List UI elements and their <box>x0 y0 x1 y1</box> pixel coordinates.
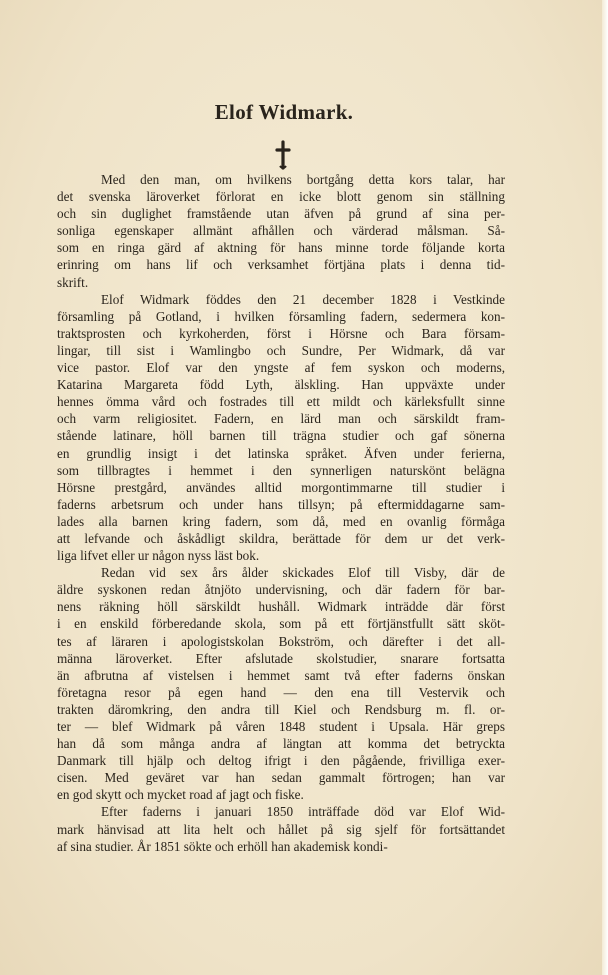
text-line: äldre syskonen redan åtnjöto undervisning, och där fadern för bar- <box>57 582 505 598</box>
text-line: som en ringa gärd af aktning för hans minne torde följande korta <box>57 240 505 256</box>
text-line: en god skytt och mycket road af jagt och fiske. <box>57 787 304 803</box>
text-line: i en enskild förberedande skola, som på ett förtjänstfullt sätt sköt- <box>57 616 505 632</box>
text-line: nens räkning höll särskildt hushåll. Widmark inträdde där först <box>57 599 505 615</box>
text-line: Hörsne prestgård, användes alltid morgontimmarne till studier i <box>57 479 505 495</box>
paragraph <box>57 171 505 291</box>
text-line: liga lifvet eller ur någon nyss läst bok. <box>57 548 260 564</box>
text-line: och sin duglighet framstående utan äfven på grund af sina per- <box>57 206 505 222</box>
text-line: erinring om hans lif och verksamhet förtjäna plats i denna tid- <box>57 257 505 273</box>
text-line: en grundlig insigt i det latinska språket. Äfven under ferierna, <box>57 445 505 461</box>
text-line: skrift. <box>57 274 89 290</box>
article-body <box>57 171 505 855</box>
paragraph <box>57 564 505 803</box>
text-line: det svenska läroverket förlorat en icke blott genom sin ställning <box>57 189 505 205</box>
text-line: traktsprosten och kyrkoherden, först i Hörsne och Bara försam- <box>57 325 505 341</box>
text-line: Med den man, om hvilkens bortgång detta kors talar, har <box>101 172 505 187</box>
text-line: lades alla barnen kring fadern, som då, med en ovanlig förmåga <box>57 513 505 529</box>
text-line: hennes ömma vård och fostrades till ett mildt och kärleksfullt sinne <box>57 394 505 410</box>
text-line: Efter faderns i januari 1850 inträffade död var Elof Wid- <box>101 804 505 820</box>
text-line: än afbrutna af vistelsen i hemmet samt två efter faderns önskan <box>57 667 505 683</box>
text-line: ter — blef Widmark på våren 1848 student i Upsala. Här greps <box>57 719 505 734</box>
text-line: som tillbragtes i hemmet i den synnerligen naturskönt belägna <box>57 462 505 478</box>
paragraph <box>57 803 505 854</box>
text-line: Danmark till hjälp och deltog ifrigt i den pågående, frivilliga exer- <box>57 753 505 769</box>
text-line: af sina studier. År 1851 sökte och erhöll han akademisk kondi- <box>57 838 388 854</box>
text-line: företagna resor på egen hand — den ena till Vestervik och <box>57 684 505 700</box>
text-line: Katarina Margareta född Lyth, älskling. Han uppväxte under <box>57 377 505 393</box>
text-line: han då som många andra af längtan att komma det betryckta <box>57 736 505 752</box>
text-line: tes af läraren i apologistskolan Bokström, och därefter i det all- <box>57 633 505 649</box>
paragraph <box>57 291 505 565</box>
page-title: Elof Widmark. <box>214 100 354 124</box>
text-line: församling på Gotland, i hvilken församling fadern, sedermera kon- <box>57 308 505 324</box>
text-line: Elof Widmark föddes den 21 december 1828 i Vestkinde <box>101 291 505 307</box>
text-line: männa läroverket. Efter afslutade skolstudier, snarare fortsatta <box>57 650 505 666</box>
cross-icon <box>268 140 298 170</box>
text-line: faderns arbetsrum och under hans tillsyn; på eftermiddagarne sam- <box>57 496 505 512</box>
text-line: vice pastor. Elof var den yngste af fem syskon och moderns, <box>57 360 505 376</box>
text-line: mark hänvisad att lita helt och hållet på sig sjelf för fortsättandet <box>57 821 505 837</box>
page-edge <box>602 0 608 975</box>
text-line: sonliga egenskaper allmänt afhållen och värderad målsman. Så- <box>57 223 505 239</box>
text-line: att lefvande och åskådligt skildra, berättade för dem ur det verk- <box>57 530 505 546</box>
text-line: och varm religiositet. Fadern, en lärd man och särskildt fram- <box>57 411 505 427</box>
text-line: cisen. Med geväret var han sedan gammalt förtrogen; han var <box>57 770 505 786</box>
text-line: stående latinare, höll barnen till trägna studier och gaf sönerna <box>57 428 505 444</box>
text-line: trakten däromkring, den andra till Kiel och Rendsburg m. fl. or- <box>57 701 505 717</box>
text-line: Redan vid sex års ålder skickades Elof till Visby, där de <box>101 565 505 581</box>
text-line: lingar, till sist i Wamlingbo och Sundre, Per Widmark, då var <box>57 342 505 358</box>
